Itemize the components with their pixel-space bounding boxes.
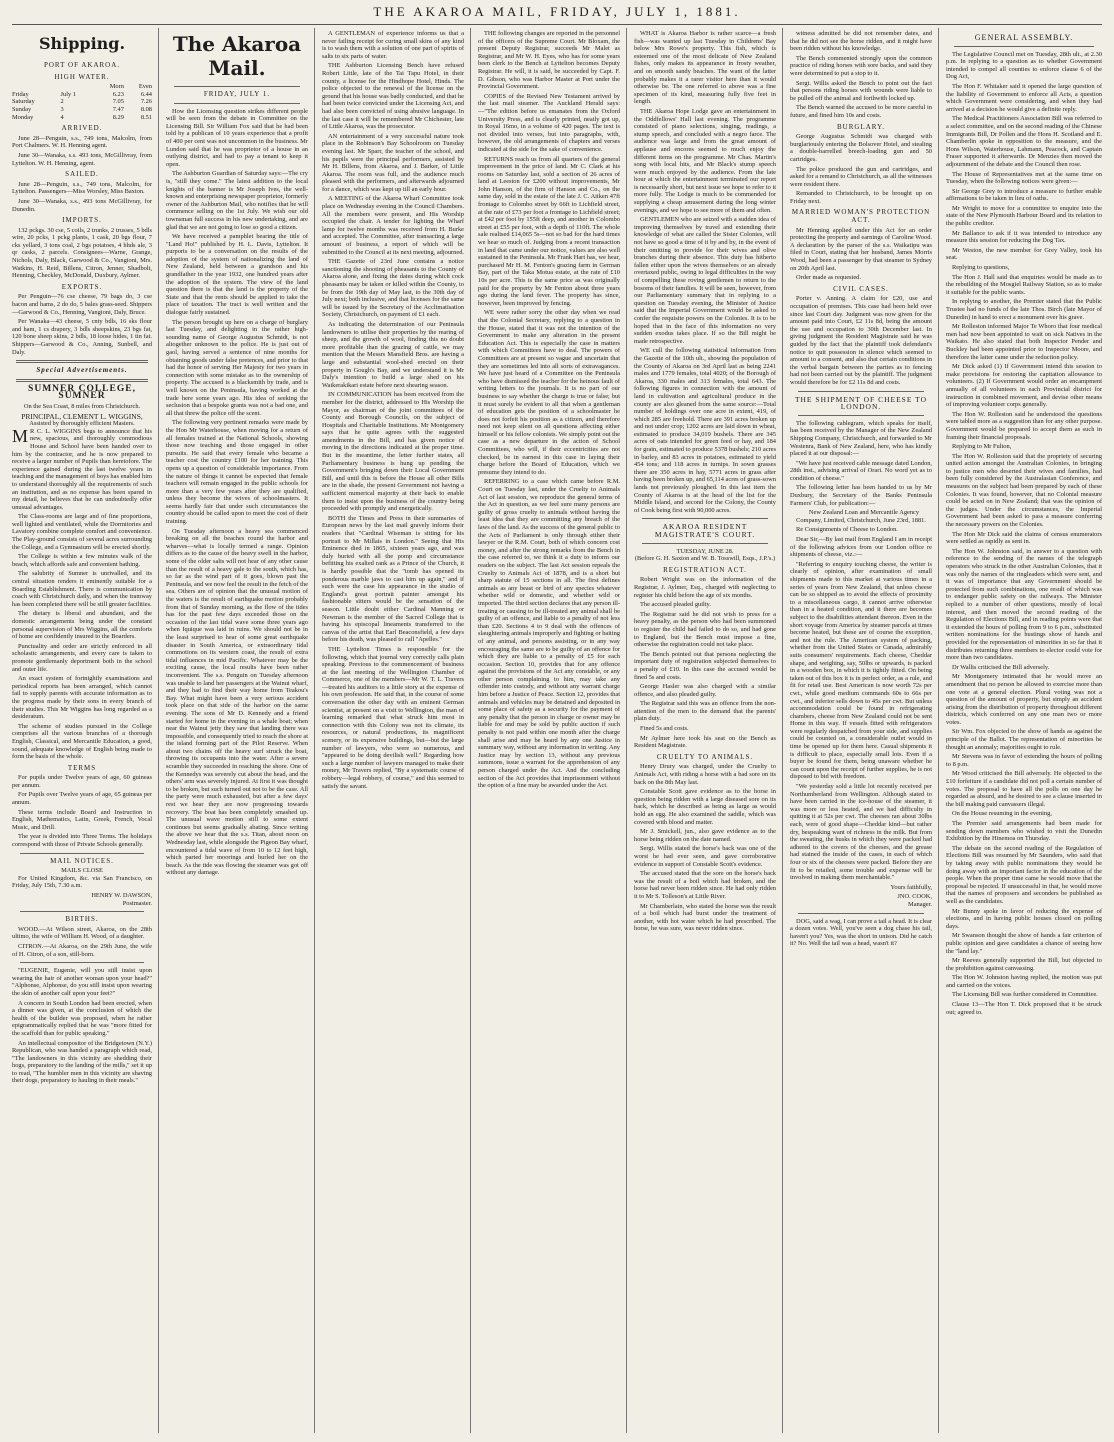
court-paragraph: The Registrar said this was an offence from the non-attention of the men to the demand that the parents' plain duty. xyxy=(634,700,776,723)
tide-row: Monday 4 8.29 8.51 xyxy=(12,113,152,121)
port-heading: PORT OF AKAROA. xyxy=(43,61,121,69)
article-paragraph: "We yesterday sold a little lot recently received per Northumberland from Wellington. Although stated to have been carried in the ice-house of the steamer, it was more or less heated, and we had difficulty in quitting it at 52s per cwt. The cheeses ran about 30lbs each, were of good shape—Cheddar kind—but rather dry, bespeaking want of richness in the milk. But from the sweating, the husks in which they were packed had adhered to the covers of the cheeses, and the grease had stained the inside of the cases, in each of which four or six of the cheeses were packed. Before they are fit to be retailed, some trouble and expense will be involved in making them merchantable." xyxy=(790,783,932,882)
court-heading: AKAROA RESIDENT MAGISTRATE'S COURT. xyxy=(654,522,756,539)
divider xyxy=(16,379,148,382)
court-paragraph: George Hasler was also charged with a similar offence, and also pleaded guilty. xyxy=(634,683,776,698)
column-rule xyxy=(626,28,627,1433)
postmaster-name: HENRY W. DAWSON, xyxy=(91,892,152,899)
court-paragraph: Sergt. Willis asked the Bench to point out the fact that persons riding horses with wounds were liable to be pulled off the animal and forthwith locked up. xyxy=(790,79,932,102)
article-paragraph: BOTH the Times and Press in their summaries of European news by the last mail gravely inform their readers that "Cardinal Wiseman is sitting for his portrait to Mr Millais in London." Seeing that His Eminence died in 1865, sixteen years ago, and was duly buried with all the pomp and circumstance befitting his exalted rank as a Prince of the Church, it is hardly possible that the "tomb has opened its ponderous marble jaws to cast him up again," and if such were the case his appearance in the studio of England's great portrait painter amongst his fashionable sitters would be the sensation of the season. Little doubt either Cardinal Manning or Newman is the member of the Sacred College that is having his episcopal lineaments transferred to the canvas of the artist that Earl Beaconsfield, a few days before his death, was pleased to call "Apelles." xyxy=(322,514,464,644)
assembly-paragraph: Replying to questions, xyxy=(952,264,1010,272)
anecdote: An intellectual compositor of the Bridgetown (N.Y.) Republican, who was handed a paragraph which read, "The landowners in this vicinity are shedding their hogs, preparatory to the landing of the mills," set it up to read, "The humbler men in this vicinity are shaving their dogs, preparatory to hauling in their meals." xyxy=(12,1039,152,1085)
article-paragraph: On Tuesday afternoon a heavy sea commenced breaking on all the beaches round the harbor and wharves—what is locally termed a range. Opinion differs as to the cause of the heavy swell in the harbor, some of the older salts will not hear of any other cause than the result of a heavy gale to the south, which has, so far as the wind part of it goes, blown past the Peninsula, and we now feel the result in the fetch of the sea. Others are of opinion that the unusual motion of the waters is the result of earthquake motion probably from that of Sunday morning, as the flow of the tides has for the past few days exceeded those on the occasion of the last tidal wave some three years ago when Iquique was laid in ruins. We should not be in the least surprised to hear of some great earthquake disaster in South America, or extraordinary tidal commotions on its western coast, the result of extra tidal influences in mid Pacific. Whatever may be the exciting cause, the local results have been rather inconvenient. The s.s. Penguin on Tuesday afternoon was unable to land her passengers at the Wainui wharf, and they had to find their way home from Teakou's Bay. What might have been a very serious accident took place on that side of the harbor on the same evening. The sons of Mr D. Kennedy and a friend started for home in the evening in a whale boat; when near the Wainui jetty they saw that landing there was impossible, and consequently tried to reach the shore at the island forming part of the Pilot Reserve. When about two chains off the heavy surf struck the boat, throwing its occupants into the water. After a severe scramble they succeeded in reaching the shore. One of the Kennedys was severely cut about the head, and the others' arm was severely injured. At first it was thought to be broken, but such turned out not to be the case. All the party were much exhausted, but after a few days' rest we hear they are now progressing towards recovery. The boat has been completely smashed up. The unusual wave motion still to some extent continues but seems gradually abating. Since writing the above we hear that the s.s. Titan, about noon on Wednesday last, while alongside the Pigeon Bay wharf, encountered a tidal wave of from 10 to 12 feet high, which parted her moorings and hurled her on the beach. As the tide was flowing the steamer was got off without any damage. xyxy=(166,527,308,877)
tide-row: Friday July 1 6.23 6.44 xyxy=(12,90,152,98)
assembly-paragraph: The Hon Mr Dick said the claims of census enumerators were settled as rapidly as sent in. xyxy=(946,530,1102,546)
shipping-title: Shipping. xyxy=(38,34,126,53)
article-paragraph: WE cull the following statistical information from the Gazette of the 10th ult., showing the population of the County of Akaroa on 3rd April last as being 2241 males and 1779 females, total 4020; of the Borough of Akaroa, 330 males and 313 females, total 643. The following figures in connection with the amount of land in cultivation and agricultural produce in the county are also gleaned from the same source:—Total number of holdings over one acre in extent, 419, of which 285 are freehold. There are 391 acres broken up and not under crop; 1202 acres are laid down in wheat, estimated to produce 34,019 bushels. There are 345 acres of oats intended for green feed or hay, and 184 for grain, estimated to produce 5378 bushels; 210 acres in barley, and 83 acres in potatoes, estimated to yield 454 tons; and 118 acres in turnips. In sown grasses there are 350 acres in hay, 5771 acres in grass after having been broken up, and 65,114 acres of grass-sown lands not previously ploughed. In this last item the County of Akaroa is at the head of the list for the Middle Island, and second for the Colony, the County of Cook being first with 90,000 acres. xyxy=(634,347,776,514)
court-date: TUESDAY, JUNE 28. xyxy=(676,547,734,555)
divider xyxy=(798,415,924,416)
tide-header-morn: Morn xyxy=(109,83,124,91)
birth-notice: WOOD.—At Wilson street, Akaroa, on the 28th ultimo, the wife of William H. Wood, of a daughter. xyxy=(12,925,152,941)
college-paragraph: The dietary is liberal and abundant, and the domestic arrangements being under the constant personal supervision of Mrs Wiggins, all the comforts of home are confidently insured to the Boarders. xyxy=(12,610,152,641)
article-paragraph: A GENTLEMAN of experience informs us that a never failing receipt for curing small skins of any kind is to wash them with a solution of one part of spirits of salts to six parts of water. xyxy=(322,30,464,60)
divider xyxy=(642,518,768,519)
assembly-paragraph: In replying to another, the Premier stated that the Public Trustee had no funds of the late Thos. Birch (late Mayor of Dunedin) in hand to erect a monument over his grave. xyxy=(946,298,1102,321)
assembly-paragraph: Mr Dick asked (1) If Government intend this session to make provisions for restoring the capitation allowance to volunteers. (2) If Government would order an encampment annually of all volunteers in each Provincial district for instruction in combined movement, and devise other means of improving volunteer corps generally. xyxy=(946,363,1102,409)
date-line: FRIDAY, JULY 1. xyxy=(203,90,271,98)
principal-name: PRINCIPAL, CLEMENT L. WIGGINS, xyxy=(21,411,143,421)
assembly-paragraph: Mr Swanson thought the show of hands a fair criterion of public opinion and gave candidates a chance of seeing how the "land lay." xyxy=(946,932,1102,955)
assembly-paragraph: The Hon F. Whitaker said it opened the large question of the liability of Government to enforce all Acts, a question which Government were considering, and when they had arrived at a decision he would give a definite reply. xyxy=(946,82,1102,113)
sailing-entry: June 30—Wanaka, s.s., 493 tons McGillivray, for Dunedin. xyxy=(12,197,152,213)
court-paragraph: The Registrar said he did not wish to press for a heavy penalty, as the person who had been summoned to register the child had failed to do so, and had gone to England, but the Bench must impose a fine, otherwise the registration could not take place. xyxy=(634,610,776,649)
college-paragraph: The College is within a few minutes walk of the beach, which affords safe and convenient bathing. xyxy=(12,553,152,568)
assembly-paragraph: The debate on the second reading of the Regulation of Elections Bill was resumed by Mr Saunders, who said that by taking away with public nominations they would be doing away with an important factor in the education of the people. When the proper time came he would move that the proposal be rejected. If unsuccessful in that, he would move that the names of proposers and seconders be published as well as the candidates. xyxy=(946,844,1102,905)
article-paragraph: The following letter has been handed to us by Mr Duxbury, the Secretary of the Banks Peninsula Farmers' Club, for publication:— xyxy=(790,484,932,507)
college-paragraph: The Class-rooms are large and of fine proportions, well lighted and ventilated, while the Dormitories and Lavatory combine complete comfort and convenience. The Play-ground consists of several acres surrounding the College, and a Gymnasium will be erected shortly. xyxy=(12,513,152,551)
terms-item: For Pupils over Twelve years of age, 65 guineas per annum. xyxy=(12,791,152,807)
assembly-paragraph: Mr Ballance to ask if it was intended to introduce any measure this session for reducing the Dog Tax. xyxy=(946,229,1102,245)
burglary-heading: BURGLARY. xyxy=(837,122,885,131)
college-title: SUMNER COLLEGE, SUMNER xyxy=(28,383,136,402)
assembly-paragraph: The Legislative Council met on Tuesday, 28th ult., at 2.30 p.m. In replying to a question as to whether Government intended to compel all counties to enforce clause 6 of the Dog Act, xyxy=(946,50,1102,81)
article-paragraph: AN entertainment of a very successful nature took place in the Robinson's Bay Schoolroom on Tuesday evening last. Mr Sparr, the teacher of the school, and his pupils were the principal performers, assisted by Mr H. Billens, from Akaroa, and J. Barker, of Little Akaroa. The room was full, and the audience much pleased with the performers, and afterwards adjourned for a dance, which was kept up till an early hour. xyxy=(322,132,464,193)
article-paragraph: A MEETING of the Akaroa Wharf Committee took place on Wednesday evening in the Council Chambers. All the members were present, and His Worship occupied the chair. A tender for lighting the Wharf lamp for twelve months was received from H. Burke and accepted. The Committee, after transacting a large amount of business, a report of which will be submitted to the Council at its next meeting, adjourned. xyxy=(322,195,464,256)
cruelty-heading: CRUELTY TO ANIMALS. xyxy=(656,752,754,761)
anecdote: "EUGENIE, Eugenie, will you still insist upon wearing the hair of another woman upon your head?" "Alphonse, Alphonse, do you still insist upon wearing the skin of another calf upon your feet?" xyxy=(12,967,152,997)
divider xyxy=(174,103,300,104)
divider xyxy=(798,391,924,392)
divider xyxy=(20,911,144,912)
postmaster-title: Postmaster. xyxy=(122,899,152,907)
column-2 xyxy=(166,30,308,1430)
court-paragraph: The accused pleaded guilty. xyxy=(640,601,711,609)
signature-title: Manager. xyxy=(908,900,932,908)
divider xyxy=(20,853,144,854)
terms-item: The year is divided into Three Terms. The holidays correspond with those of Private Schools generally. xyxy=(12,833,152,849)
article-paragraph: THE following changes are reported in the personnel of the officers of the Supreme Court. Mr Bloxam, the present Deputy Registrar, succeeds Mr Malet as Registrar, and Mr W. H. Eyes, who has for some years been clerk to the Bench at Lyttelton becomes Deputy Registrar. He will, it is said, be succeeded by Capt. F. D. Gibson, who was Harbor Master at Port under the Provincial Government. xyxy=(478,30,620,91)
article-paragraph: The Ashburton Guardian of Saturday says:—The cry is, "still they come." The latest addition to the local knights of the banner is Mr Joseph Ives, the well-known and enterprising newspaper proprietor, formerly owner of the Ashburton Mail, who notifies that he will commence selling on the 1st July. We wish our old townsman full success in his new undertaking, and are glad that we are not going to lose so good a citizen. xyxy=(166,170,308,231)
article-paragraph: IN COMMUNICATION has been received from the member for the district, addressed to His Worship the Mayor, as chairman of the joint committees of the County and Borough Councils, on the subject of Hospitals and Charitable Institutions. Mr Montgomery says that he quite agrees with the suggested amendments in the Bill, and has given notice of moving in the directions indicated at the proper time. But in the meantime, the letter further states, all Parliamentary business is hung up pending the Government's bringing down their Local Government Bill, and until this is before the House all other Bills are in the shade, the present Government not having a sufficient numerical majority at their back to enable them to insist upon the business of the country being proceeded with promptly and energetically. xyxy=(322,391,464,513)
court-paragraph: George Augustus Schmidt was charged with burglariously entering the Bolsover Hotel, and stealing a double-barrelled breech-loading gun and 50 cartridges. xyxy=(790,133,932,163)
court-paragraph: The Bench pointed out that persons neglecting the important duty of registration subjected themselves to a penalty of £10. In this case the accused would be fined 5s and costs. xyxy=(634,650,776,681)
mails-close: MAILS CLOSE xyxy=(61,867,103,875)
signature-name: JNO. COOK, xyxy=(897,893,932,901)
court-paragraph: Mr Aylmer here took his seat on the Bench as Resident Magistrate. xyxy=(634,734,776,750)
assembly-paragraph: The Hon W. Rolleston said he understood the questions were tabled more as a suggestion than for any other purpose. Government would be prepared to accept them as such in framing their financial proposals. xyxy=(946,410,1102,441)
court-paragraph: Robert Wright was on the information of the Registrar, J. Aylmer, Esq., charged with neglecting to register his child before the age of six months. xyxy=(634,576,776,599)
assembly-paragraph: Sir George Grey to introduce a measure to further enable affirmations to be taken in lieu of oaths. xyxy=(946,187,1102,203)
court-paragraph: Remanded to Christchurch, to be brought up on Friday next. xyxy=(790,190,932,205)
civil-heading: CIVIL CASES. xyxy=(833,284,889,293)
anecdote: A concern in South London had been erected, when a dinner was given, at the conclusion of which the health of the builder was proposed, when he rather epigrammatically replied that he was "more fitted for the scaffold than for public speaking." xyxy=(12,999,152,1037)
assembly-paragraph: Mr Wood criticised the Bill adversely. He objected to the £10 forfeiture if a candidate did not poll a certain number of votes. The proposal to have all the polls on one day he regarded as absurd, and he desired to see a clause inserted in the bill making paid canvassers illegal. xyxy=(946,770,1102,808)
married-heading: MARRIED WOMAN'S PROTECTION ACT. xyxy=(791,208,931,225)
imports-text: 132 pckgs. 30 cse, 5 coils, 2 trunks, 2 trusses, 5 bdls wire, 20 pcks, 1 pckg plants, 1 cask, 20 bgs flour, 7 cks yellard, 3 tons coal, 2 bgs potatoes, 4 hhds ale, 3 qr casks, 2 parcels. Consignees—Warne, Grange, Nichols, Daly, Black, Garwood & Co., Vangioni, Mrs. Watkins, H. Reid, Billens, Citron, Jenner, Shadbolt, Henning, Checkley, McDonald, Duxbury, Aylmer. xyxy=(12,226,152,280)
general-assembly-heading: GENERAL ASSEMBLY. xyxy=(974,33,1074,42)
college-paragraph: M R C. L. WIGGINS begs to announce that his new, spacious, and thoroughly commodious House and School have been handed over to him by the contractor, and he is now prepared to receive a larger number of Pupils than heretofore. The experience gained during the last twelve years in teaching and the management of boys has enabled him to understand thoroughly all the requirements of such an institution, and as no expense has been spared in my detail, he believes that he can undoubtedly offer unusual advantages. xyxy=(12,425,152,511)
article-paragraph: THE Lyttelton Times is responsible for the following, which that journal very correctly calls plain speaking. Previous to the commencement of business at the last meeting of the Wellington Chamber of Commerce, one of the members—Mr W. T. L. Travers—treated his auditors to a little story at the expense of his own profession. He said that, in the course of some conversation the other day with an eminent German scientist, at present on a visit to Wellington, the man of learning remarked that what struck him most in connection with this Colony was not its climate, its resources, or natural productions, its magnificent scenery, or its expensive buildings, but—but the large number of lawyers, who were so numerous, and "appeared to be doing devilish well." Regarding how such a large number of lawyers managed to make their money, Mr Travers replied, "By a systematic course of robbery—legal robbery, of course," and this seemed to satisfy the savant. xyxy=(322,645,464,790)
top-rule xyxy=(12,24,1102,25)
assembly-paragraph: The Hon W. Rolleston said that the propriety of securing united action amongst the Australian Colonies, in bringing to justice men who deserted their wives and families, had been fully considered by the Australasian Conference, and measures on the subject had been prepared by each of these Colonies. It was found, however, that no Colonial measure could be acted on in New Zealand; that was the opinion of the judges. Under the circumstances, the Imperial Government had been asked to pass a measure conferring the necessary powers on the Colonies. xyxy=(946,452,1102,529)
letter-address: New Zealand Loan and Mercantile Agency Company, Limited, Christchurch, June 23rd, 1881. xyxy=(796,509,926,524)
mail-notice: For United Kingdom, &c. via San Francisco, on Friday, July 15th, 7.30 a.m. xyxy=(12,874,152,890)
court-paragraph: Fined 5s and costs. xyxy=(640,725,689,733)
college-paragraph: An exact system of fortnightly examinations and periodical reports has been arranged, which cannot fail to supply parents with accurate information as to the progress made by their sons in every branch of their studies. This Mr Wiggins has long regarded as a desideratum. xyxy=(12,675,152,721)
paper-title: The Akaroa Mail. xyxy=(172,32,302,80)
sailing-entry: June 28—Penguin, s.s., 749 tons, Malcolm, for Lyttelton. Passengers—Miss Worsley, Miss Baxton. xyxy=(12,180,152,196)
court-paragraph: The police produced the gun and cartridges, and asked for a remand to Christchurch, as all the witnesses were resident there. xyxy=(790,165,932,188)
divider xyxy=(20,962,144,963)
assisted-line: Assisted by thoroughly efficient Masters. xyxy=(29,420,135,428)
court-before: (Before G. H. Saxton and W. B. Tosswill, Esqs., J.P.'s.) xyxy=(634,555,776,563)
column-rule xyxy=(782,28,783,1433)
article-paragraph: THE Ashburton Licensing Bench have refused Robert Little, late of the Tai Tapu Hotel, in their county, a license for the Hindhope Hotel, Hinds. The police objected to the renewal of the license on the ground that his house was badly conducted, and that he had been twice convicted under the Licensing Act, and had also been convicted of using abusive language. In the last case it will be remembered Mr Chichester, late of Little Akaroa, was the prosecutor. xyxy=(322,62,464,131)
mail-notices-heading: MAIL NOTICES. xyxy=(50,856,114,865)
anecdote: DOG, said a wag, I can prove a tail a head. It is clear a dozen votes. Well, you've seen a dog chase his tail, haven't you? Yes, was the short in unison. Did he catch it? No. Well the tail was a head, wasn't it? xyxy=(790,917,932,948)
assembly-paragraph: The Hon J. Hall said that enquiries would be made as to the rebuilding of the Mosgiel Railway Station, so as to make it suitable for the public wants. xyxy=(946,273,1102,296)
assembly-paragraph: Clause 13—The Hon T. Dick proposed that it be struck out; agreed to. xyxy=(946,1001,1102,1016)
dropcap: M xyxy=(12,425,29,446)
court-paragraph: witness admitted he did not remember dates, and that he did not see the horse ridden, and it might have been ridden without his knowledge. xyxy=(790,30,932,53)
letter-subject: Re Consignments of Cheese to London. xyxy=(796,526,898,534)
article-paragraph: THE Akaroa Hope Lodge gave an entertainment in the Oddfellows' Hall last evening. The programme consisted of piano selections, singing, readings, a stump speech, and concluded with a negro farce. The audience was large and from the great amount of applause and encores seemed to much enjoy the different items on the programme. Mr Chas. Martin's song with local hits, and Mr Black's stump speech were much enjoyed by the audience. From the late hour at which the entertainment terminated our report is necessarily short, but next issue we hope to refer to it more fully. The Lodge is much to be commended for supplying a cheap amusement during the long winter evenings, and we hope to see more of them and often. xyxy=(634,107,776,214)
high-water-heading: HIGH WATER. xyxy=(54,72,110,81)
registration-heading: REGISTRATION ACT. xyxy=(663,565,747,574)
college-subtitle: On the Sea Coast, 8 miles from Christchurch. xyxy=(23,402,141,410)
assembly-paragraph: Mr Stevens was in favor of extending the hours of polling to 8 p.m. xyxy=(946,753,1102,768)
court-paragraph: Mr J. Smickell, jun., also gave evidence as to the horse being ridden on the date named. xyxy=(634,828,776,843)
column-1 xyxy=(12,30,152,1430)
assembly-paragraph: The House of Representatives met at the same time on Tuesday, when the following notices were given:— xyxy=(946,170,1102,186)
court-paragraph: Mr Chamberlain, who stated the horse was the result of a boil which had burst under the treatment of another, with hot water which he had prescribed. The horse, he was sure, was never ridden since. xyxy=(634,902,776,933)
column-rule xyxy=(158,28,159,1433)
divider xyxy=(954,46,1094,47)
sailed-heading: SAILED. xyxy=(65,170,99,179)
exports-entry: Per Penguin—76 cse cheese, 79 bags do, 3 cse bacon and hams, 2 do do, 5 bales grass-seed. Shippers—Garwood & Co., Henning, Vangioni, Daly, Bruce. xyxy=(12,293,152,316)
assembly-paragraph: Replying to Mr Fulton, xyxy=(952,443,1012,451)
article-paragraph: REFERRING to a case which came before R.M. Court on Tuesday last, under the Cruelty to Animals Act of last session, we reproduce the general terms of the Act in question, as we feel sure many persons are guilty of gross cruelty to animals without having the least idea that they are committing any breach of the laws of the land. As the success of the general public to the Acts of Parliament is only through either their lawyer or the R.M. Court, both of which concern cost money, and after the strong remarks from the Bench in the case referred to, we think it a duty to inform our readers on the subject. The last Act session repeals the Cruelty to Animals Act of 1878, and is a short but sharp statute of 15 sections in all. The first defines animals as any beast or bird of any species whatever whether wild or domestic, and whether wild or imported. The third section declares that any person ill-treating or causing to be ill-treated any animal shall be guilty of an offence, and liable to a penalty of not less than £20. Sections 4 to 9 deal with the offences of slaughtering animals improperly and fighting or baiting of any animal, and persons assisting, or in any way encouraging the same are to be guilty of an offence for which they are liable to a penalty of £5 for each occasion. Section 10, provides that for any offence against the provisions of the Act any constable, or any other person complaining to him, may take any offender into custody, and without any warrant charge him before a Justice of Peace. Section 12, provides that animals and vehicles may be detained and deposited in some place of safety as a security for the payment of any penalty that the person in charge or owner may be liable for and may be sold by public auction if such penalty is not paid within one month after the charge shall arise and may be heard by any one Justice in summary way, without any information in writing. Any Justice may by section 13, without any previous summons, issue a warrant for the apprehension of any person charged under the Act. And the concluding section of the Act provides that imprisonment without the option of a fine may be awarded under the Act. xyxy=(478,478,620,790)
assembly-paragraph: The Medical Practitioners Association Bill was referred to a select committee, and on the second reading of the Chinese Immigrants Bill, Dr Pollen and the Hons H. Scotland and E. Chamberlin spoke in opposition to the measure, and the Hons Wilson, Waterhouse, Lahmann, Peacock, and Captain Fraser supported it afterwards. Dr Menzies then moved the adjournment of the debate and the Council then rose. xyxy=(946,115,1102,168)
assembly-paragraph: The Premier said arrangements had been made for sending down members who wished to visit the Dunedin Exhibition by the Hinemoa on Thursday. xyxy=(946,820,1102,843)
tide-table xyxy=(12,83,152,121)
birth-notice: CITRON.—At Akaroa, on the 29th June, the wife of H. Citron, of a son, still-born. xyxy=(12,942,152,958)
tide-row: Sunday 3 7.47 8.08 xyxy=(12,105,152,113)
court-paragraph: The Bench commented strongly upon the common practice of riding horses with sore backs, and said they were determined to put a stop to it. xyxy=(790,54,932,77)
assembly-paragraph: Mr Montgomery intimated that he would move an amendment that no person be allowed to exercise more than one vote at a general election. Plural voting was not a question of the amount of property, but simply an accident arising from the distribution of property throughout different districts, which conferred on any one man two or more votes. xyxy=(946,673,1102,726)
assembly-paragraph: Mr Rolleston informed Major Te Whoro that four medical men had now been appointed to wait on sick Natives in the Waikato. He also stated that both Inspector Pender and Buckley had been appointed prior to Inspector Moore, and therefore the latter came under the reduction policy. xyxy=(946,323,1102,361)
column-rule xyxy=(314,28,315,1433)
divider xyxy=(642,543,768,544)
college-paragraph: The salubrity of Sumner is unrivalled, and its central situation renders it eminently suitable for a Boarding Establishment. There is communication by coach with Christchurch daily, and when the tramway has been completed there will be still greater facilities. xyxy=(12,570,152,608)
column-3 xyxy=(322,30,464,1430)
assembly-paragraph: The Licensing Bill was further considered in Committee. xyxy=(952,991,1098,999)
court-paragraph: Order made as requested. xyxy=(796,274,861,282)
special-ads-heading: Special Advertisements. xyxy=(36,366,128,375)
college-paragraph: Punctuality and order are strictly enforced in all scholastic arrangements, and every care is taken to promote gentlemanly deportment both in the school and outer life. xyxy=(12,642,152,673)
terms-item: For pupils under Twelve years of age, 60 guineas per annum. xyxy=(12,774,152,789)
article-paragraph: COPIES of the Revised New Testament arrived by the last mail steamer. The Auckland Herald says:—"The edition before us emanates from the Oxford University Press, and is clearly printed, neatly got up, in Royal 16mo, in a volume of 420 pages. The text is not divided into verses, but into paragraphs, with, however, the old arrangements of chapters and verses indicated at the side for the sake of convenience. xyxy=(478,92,620,153)
column-rule xyxy=(938,28,939,1433)
article-paragraph: "We have just received cable message dated London, 28th inst., advising arrival of Orari. No word yet as to condition of cheese." xyxy=(790,459,932,482)
exports-heading: EXPORTS. xyxy=(61,282,103,291)
divider xyxy=(16,360,148,363)
article-paragraph: The following very pertinent remarks were made by the Hon Mr Waterhouse, when moving for a return of all females trained at the National Schools, showing those now teaching and those engaged in other pursuits. He said that every female who became a teacher cost the country £100 for her training. This opens up a question of considerable importance. From the nature of things it cannot be expected that female teachers will remain engaged in the public schools for more than a very few years after they are qualified, unless they become the wives of schoolmasters. It seems hardly fair that under such circumstances the country should be called upon to meet the cost of their training. xyxy=(166,419,308,526)
assembly-paragraph: The Hon W. Johnston having replied, the motion was put and carried on the voices. xyxy=(946,974,1102,989)
college-paragraph: The scheme of studies pursued in the College comprises all the various branches of a thorough English, Classical, and Mercantile Education, a good, sound, adequate knowledge of English being made to form the basis of the whole. xyxy=(12,722,152,761)
divider xyxy=(798,913,924,914)
article-paragraph: "Referring to enquiry touching cheese, the writer is clearly of opinion, after examination of small shipments made to this market at various times in a series of years from New Zealand, that unless cheese can be so shipped as to avoid the effects of proximity to a miscellaneous cargo, it cannot arrive otherwise than in a heated condition, and it there are becomes subject to the disabilities attendant thereon. Even in the short voyage from America by steamer parcels at times become heated, but these are of course the exception, and not the rule. The American system of packing, whether from the United States or Canada, admirably suits consumers' requirements. Each cheese, Cheddar shape, and weighing, say, 50lbs or upwards, is packed in a wooden box, in which it is tightly fitted. On being taken out of this box it is in perfect order, as a rule, and fit for retail use. Best American is now worth 72s per cwt., while good medium commands 60s to 66s per cwt., and inferior sells down to 45s per cwt. But unless accommodation could be found in refrigerating chambers, cheese from New Zealand could not be sent Home in this way. If vessels fitted with refrigerators were regularly despatched from your side, and supplies could be counted on, a considerable outlet would in time be opened up for them here. Casual shipments it is difficult to place, especially small lots. Even if a buyer be found for them, being unaware whether he can count upon the receipt of further supplies, he is not disposed to bid with freedom. xyxy=(790,560,932,781)
article-paragraph: How the Licensing question strikes different people will be seen from the debate in Committee on the Licensing Bill. Sir William Fox said that he had been told by a publican of 10 years experience that a profit of 400 per cent was not uncommon in the business. Mr Lundon said that he was proprietor of a house in an outlying district, and had to pay a tenant to keep it open. xyxy=(166,107,308,168)
arrival-entry: June 28—Penguin, s.s., 749 tons, Malcolm, from Port Chalmers. W. H. Henning agent. xyxy=(12,134,152,150)
assembly-paragraph: On the House resuming in the evening, xyxy=(952,810,1052,818)
column-rule xyxy=(470,28,471,1433)
tide-header-even: Even xyxy=(138,83,152,91)
arrival-entry: June 30—Wanaka, s.s. 493 tons, McGillivray, from Lyttelton. W. H. Henning, agent. xyxy=(12,151,152,167)
column-6 xyxy=(790,30,932,1430)
imports-heading: IMPORTS. xyxy=(62,216,102,225)
exports-entry: Per Wanaka—43 cheese, 5 cnty bdls, 16 sks flour and ham, 1 cs drapery, 3 bdls sheepskins, 23 bgs fat, 120 bone sheep skins, 2 bdls, 18 loose hides, 1 tin fat. Shippers—Garwood & Co., Anning, Sunbell, and Daly. xyxy=(12,318,152,356)
court-paragraph: Sergt. Willis stated the horse's back was one of the worst he had ever seen, and gave corroborative evidence in support of Constable Scott's evidence. xyxy=(634,845,776,868)
article-paragraph: GENTLEMEN who are seized with a sudden idea of improving themselves by travel and extending their knowledge of what are called the Sister Colonies, will not have so good a time of it by and by, in the event of their omitting to provide for their wives and olive branches during their absence. This duty has hitherto fallen either upon the wives themselves or an already overtaxed public, owing to legal difficulties in the way of compelling these roving gentlemen to return to the bosoms of their families. It will be seen, however, from our Parliamentary summary that in replying to a question on Tuesday evening, the Minister of Justice said that the Imperial Government would be asked to confer the requisite powers on the Colonies. It is to be hoped that in the face of this information no very sudden exodus takes place. If so the Bill might be made retrospective. xyxy=(634,216,776,345)
court-paragraph: Constable Scott gave evidence as to the horse in question being ridden with a large diseased sore on its back, which he described as being as large as would hold an egg. He also examined the saddle, which was covered with blood and matter. xyxy=(634,788,776,826)
masthead: THE AKAROA MAIL, FRIDAY, JULY 1, 1881. xyxy=(373,4,741,19)
article-paragraph: WE were rather sorry the other day when we read that the Colonial Secretary, replying to a question in the House, stated that it was not the intention of the Government to make any alteration in the present Education Act. This is especially the case in matters with which Committees have to deal. The powers of Committees are at present so vague and uncertain that they are sometimes led into all sorts of extravagances. We have just heard of a Committee on the Peninsula who have dismissed the teacher for the heinous fault of writing letters to the journals. It is no part of our business to say whether the charge is true or false; but it must surely be evident to all that when a gentleman of education gets the position of a schoolmaster he does not forfeit his position as a citizen, and therefore need not keep silent on all questions affecting either himself or his fellow colonists. We simply point out the case as a new departure in the action of School Committees, who will, if their eccentricities are not checked, be in earnest in this case in laying their charge before the Board of Education, which we presume they intend to do. xyxy=(478,309,620,476)
article-paragraph: RETURNS reach us from all quarters of the general improvement in the price of land. Mr C. Clark at his rooms on Saturday last, sold a section of 26 acres of land at Leeston for £200 without improvements, Mr John Hanson, of the firm of Hanson and Co., on the same day, sold in the estate of the late J. C. Aitken 47ft frontage to Colombo street by 66ft to Lichfield street, at the rate of £73 per foot a frontage to Lichfield street; at £42 per foot by 155ft deep, and another in Colombo street at £55 per foot, with a depth of 110ft. The whole sale realised £14,065 5s—not so bad for the hard times we hear so much of. Judging from a recent transaction in land that came under our notice, values are also well sustained in the Peninsula. Mr Frank Hart has, we hear, purchased Mr H. M. Fenton's grazing farm in German Bay, part of the Taka Motua estate, at the rate of £10 10s per acre. This is the same price as was originally paid for the property by Mr Fenton about three years ago during the land fever. The property has since, however, been improved by fencing. xyxy=(478,155,620,307)
assembly-paragraph: Dr Wallis criticised the Bill adversely. xyxy=(952,663,1050,671)
article-paragraph: WHAT is Akaroa Harbor is rather scarce—a fresh fish—was wanted up last Tuesday in Childrens' Bay below Mrs Rowe's property. This fish, which is esteemed one of the most delicate of New Zealand fishes, only makes its appearance in frosty weather, and on smooth sandy beaches. The want of the latter probably makes it a rarer visitor here than it would otherwise be. The one referred to above was a fine specimen of its kind, measuring fully five feet in length. xyxy=(634,30,776,106)
article-paragraph: Dear Sir,—By last mail from England I am in receipt of the following advices from our London office re shipments of cheese, viz.:— xyxy=(790,536,932,559)
assembly-paragraph: Mr Bunny spoke in favor of reducing the expense of elections, and in having public houses closed on polling days. xyxy=(946,907,1102,930)
assembly-paragraph: Sir Wm. Fox objected to the show of hands as against the principle of the Ballot. The representation of minorities he thought an anomaly; majorities ought to rule. xyxy=(946,728,1102,751)
assembly-paragraph: Mr Reeves generally supported the Bill, but objected to the prohibition against canvassing. xyxy=(946,957,1102,972)
article-paragraph: As indicating the determination of our Peninsula landowners to utilise their properties by the rearing of sheep, and the growth of wool, finding this no doubt more profitable than the grazing of cattle, we may mention that the Messrs Mansfield Bros. are having a large and substantial wool-shed erected on their property in Gough's Bay, and we understand it is Mr Daly's intention to build a large shed on his Waikerakikari estate before next shearing season. xyxy=(322,320,464,389)
article-paragraph: THE Gazette of 23rd June contains a notice sanctioning the shooting of pheasants to the County of Akaroa alone, and fixing the dates during which cock pheasants may be taken or killed within the County, to be from the 19th day of May last, to the 30th day of July next; both inclusive, and that licenses for the same will be issued by the Secretary of the Acclimatisation Society, Christchurch, on payment of £1 each. xyxy=(322,258,464,319)
article-paragraph: The person brought up here on a charge of burglary last Tuesday, and delighting in the rather high-sounding name of George Augustus Schmidt, is not altogether unknown to the police. He is just out of gaol, having served a sentence of nine months for obtaining goods under false pretences, and prior to that had the honor of serving Her Majesty for two years in connection with some mistake as to the ownership of property. The accused is a blacksmith by trade, and is well known on the Peninsula, having worked at the trade here some years ago. His idea of seeking the seclusion that a bespoke grants was not a bad one, and all that threw the police off the scent. xyxy=(166,318,308,417)
letter-closing: Yours faithfully, xyxy=(890,883,932,891)
terms-item: These terms include Board and Instruction in English, Mathematics, Latin, Greek, French, Vocal Music, and Drill. xyxy=(12,808,152,831)
column-5 xyxy=(634,30,776,1430)
terms-heading: TERMS xyxy=(67,763,97,772)
assembly-paragraph: Mr Weston, the new member for Grey Valley, took his seat. xyxy=(946,246,1102,262)
tide-row: Saturday 2 7.05 7.26 xyxy=(12,98,152,106)
court-paragraph: The accused stated that the sore on the horse's back was the result of a boil which had broken, and the horse had never been ridden since. He had only ridden it to Mr S. Tolleson's at Little River. xyxy=(634,870,776,900)
column-7 xyxy=(946,30,1102,1430)
assembly-paragraph: Mr Wright to move for a committee to enquire into the state of the New Plymouth Harbour Board and its relation to the public creditor. xyxy=(946,204,1102,228)
court-paragraph: The Bench warned the accused to be more careful in future, and fined him 10s and costs. xyxy=(790,104,932,119)
arrived-heading: ARRIVED. xyxy=(61,124,103,133)
court-paragraph: Henry Drury was charged, under the Cruelty to Animals Act, with riding a horse with a bad sore on its back on the 8th May last. xyxy=(634,763,776,786)
assembly-paragraph: The Hon W. Johnston said, in answer to a question with reference to the sending of the names of the telegraph operators who struck in the other Australian Colonies, that it was only the names of the ringleaders which were sent, and it was of importance that any Government should be protected from such combinations, one result of which was to endanger public safety on the railways. The Minister replied to a number of other questions, mostly of local interest, and then moved the second reading of the Regulation of Elections Bill, and in reading points were that it extended the hours of polling from 9 to 6 p.m., substituted written nominations for the hustings show of hands and provided for the representation of minorities in so far that it distributes returning three members to elector could vote for more than two candidates. xyxy=(946,547,1102,662)
divider xyxy=(174,86,300,87)
article-paragraph: The following cablegram, which speaks for itself, has been received by the Manager of the New Zealand Shipping Company, Christchurch, and forwarded to Mr Westenra, Bank of New Zealand, here, who has kindly placed it at our disposal:— xyxy=(790,419,932,458)
births-heading: BIRTHS. xyxy=(65,915,99,924)
court-paragraph: Mr Henning applied under this Act for an order protecting the property and earnings of Caroline Wood. A declaration by the parser of the s.s. Waikatipu was filed in Court, stating that her husband, James Morris Wood, had been a passenger by that steamer to Sydney on 20th April last. xyxy=(790,226,932,272)
column-4 xyxy=(478,30,620,1430)
court-paragraph: Porter v. Anning. A claim for £20, use and occupation of premises. This case had been held over since last Court day. Judgment was now given for the amount paid into Court, £2 11s 8d, being the amount the use and occupation to 30th December last. In giving judgment the Resident Magistrate said he was guided by the fact that the plaintiff took defendant's notice to quit possession in silence which seemed to amount to a consent, and also that certain conditions in the verbal bargain between the parties as to fencing had not been carried out by the plaintiff. The judgment would therefore be for £2 11s 8d and costs. xyxy=(790,295,932,386)
article-paragraph: We have received a pamphlet bearing the title of "Land Ho!" published by H. L. Davis, Lyttelton. It purports to be a conversation on the results of the adoption of the system of nationalizing the land of New Zealand, held between a grandson and his grandfather in the year 1932, one hundred years after the adoption of the system. The view of the land question there is that the land is the property of the State and that the rents should be applied to take the place of taxation. The tract is well written and the dialogue fairly sustained. xyxy=(166,233,308,317)
cheese-heading: THE SHIPMENT OF CHEESE TO LONDON. xyxy=(794,394,928,412)
